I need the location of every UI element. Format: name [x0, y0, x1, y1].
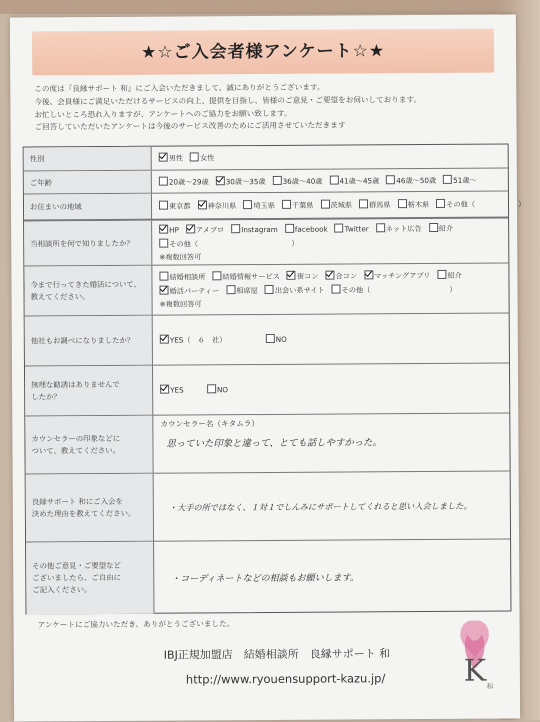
title-band	[32, 29, 494, 76]
label-text: ご年齢	[29, 177, 53, 187]
checkbox-option[interactable]	[325, 269, 357, 283]
label-activities	[24, 266, 152, 317]
option-label: 20歳～29歳	[168, 176, 209, 187]
checkbox-box[interactable]	[226, 285, 235, 294]
checkbox-box[interactable]	[386, 175, 395, 184]
label-gender	[24, 147, 152, 171]
checkbox-option[interactable]	[329, 174, 379, 188]
option-label: その他（ ）	[169, 238, 299, 249]
checkbox-box[interactable]	[325, 271, 334, 280]
checkbox-option[interactable]	[212, 270, 280, 284]
checkbox-option[interactable]	[186, 223, 224, 237]
option-label: 男性	[168, 152, 184, 163]
options-pressure	[160, 364, 505, 416]
checkbox-option[interactable]	[190, 151, 214, 165]
checkbox-box[interactable]	[212, 271, 221, 280]
checkbox-option[interactable]	[282, 199, 314, 213]
checkbox-box[interactable]	[159, 225, 168, 234]
intro-line: お忙しいところ恐れ入りますが、アンケートへのご協力をお願い致します。	[34, 108, 292, 119]
comments-answer-area	[161, 540, 506, 614]
option-label: 埼玉県	[253, 200, 275, 211]
option-label: 出会い系サイト	[274, 285, 325, 295]
row-reason	[26, 471, 510, 543]
checkbox-box[interactable]	[436, 199, 445, 208]
option-label: 30歳～35歳	[225, 176, 266, 186]
checkbox-box[interactable]	[398, 199, 407, 208]
checkbox-option[interactable]	[429, 222, 453, 236]
checkbox-option[interactable]	[159, 237, 298, 252]
checkbox-option[interactable]	[359, 198, 391, 212]
row-gender	[24, 145, 508, 171]
checkbox-option[interactable]	[265, 284, 325, 298]
checkbox-no-other-agencies[interactable]	[266, 333, 287, 347]
checkbox-box[interactable]	[159, 286, 168, 295]
reason-answer-area	[161, 472, 506, 542]
label-text: 良縁サポート 和にご入会を	[31, 496, 123, 507]
checkbox-option[interactable]	[159, 224, 179, 238]
options-other-agencies	[160, 314, 505, 366]
checkbox-option[interactable]	[376, 222, 422, 236]
label-text: 決めた理由を教えてください。	[31, 508, 136, 519]
label-text: お住まいの地域	[29, 202, 82, 212]
checkbox-option[interactable]	[436, 197, 525, 212]
checkbox-box[interactable]	[243, 200, 252, 209]
option-label: Instagram	[241, 224, 278, 235]
option-label: 41歳～45歳	[339, 175, 380, 186]
option-label: NO	[216, 385, 229, 395]
checkbox-box[interactable]	[320, 200, 329, 209]
label-text: ございましたら、ご自由に	[32, 572, 122, 583]
checkbox-option[interactable]	[364, 269, 431, 283]
checkbox-box[interactable]	[216, 176, 225, 185]
options-activities	[159, 264, 504, 316]
option-label: マッチングアプリ	[374, 270, 431, 281]
row-activities	[24, 263, 508, 317]
label-text: 教えてください。	[30, 292, 90, 302]
checkbox-box[interactable]	[207, 384, 216, 393]
checkbox-option[interactable]	[159, 175, 209, 189]
checkbox-box[interactable]	[186, 224, 195, 233]
checkbox-box[interactable]	[329, 175, 338, 184]
checkbox-no-pressure[interactable]	[207, 383, 228, 397]
option-label: 相席屋	[236, 286, 258, 296]
page-title: ★☆ご入会者様アンケート☆★	[141, 41, 386, 63]
option-label: その他（ ）	[446, 199, 526, 209]
counselor-answer[interactable]: 思っていた印象と違って、とても話しやすかった。	[166, 437, 382, 450]
logo-letter: K	[463, 653, 487, 689]
logo-kanji: 和	[486, 682, 494, 691]
option-label: その他（ ）	[341, 284, 457, 295]
checkbox-option[interactable]	[443, 173, 477, 187]
label-text: 当相談所を何で知りましたか？	[30, 238, 134, 249]
multiple-answer-note: ※複数回答可	[159, 252, 202, 262]
option-label: 街コン	[296, 271, 319, 281]
option-label: 結婚情報サービス	[222, 271, 280, 282]
survey-form	[23, 144, 526, 615]
option-label: HP	[169, 225, 179, 235]
label-comments	[26, 542, 154, 615]
options-region	[159, 192, 526, 220]
option-label: 結婚相談所	[169, 272, 206, 282]
option-label: 紹介	[438, 223, 454, 233]
label-text: その他ご意見・ご要望など	[32, 560, 121, 571]
checkbox-box[interactable]	[265, 285, 274, 294]
option-label: 51歳～	[453, 175, 477, 185]
label-text: 今まで行ってきた婚活について、	[30, 279, 142, 290]
checkbox-option[interactable]	[231, 223, 278, 237]
checkbox-box[interactable]	[159, 272, 168, 281]
agency-info: IBJ正規加盟店 結婚相談所 良縁サポート 和	[163, 647, 391, 662]
option-label: facebook	[294, 224, 328, 234]
label-text: 無理な勧誘はありませんで	[31, 379, 120, 390]
checkbox-box[interactable]	[443, 174, 452, 183]
label-text: ついて、教えてください。	[31, 445, 121, 456]
label-text: したか？	[31, 392, 61, 402]
row-comments	[26, 539, 510, 615]
counselor-answer-area	[160, 414, 505, 477]
options-source	[159, 219, 504, 267]
option-label: 栃木県	[407, 199, 430, 210]
checkbox-yes-other-agencies[interactable]	[160, 333, 227, 347]
checkbox-option[interactable]	[335, 222, 369, 236]
checkbox-option[interactable]	[159, 199, 191, 213]
option-label: 茨城県	[330, 200, 353, 210]
options-gender	[159, 145, 504, 170]
label-age	[24, 171, 152, 195]
row-source	[24, 217, 508, 268]
intro-line: ご回答していただいたアンケートは今後のサービス改善のためにご活用させていただきます	[34, 120, 346, 132]
option-label: 合コン	[335, 271, 358, 281]
survey-sheet	[10, 14, 526, 721]
checkbox-option[interactable]	[287, 270, 319, 284]
checkbox-box[interactable]	[429, 223, 438, 232]
checkbox-box[interactable]	[266, 334, 275, 343]
checkbox-box[interactable]	[159, 201, 168, 210]
intro-line: この度は『良縁サポート 和』にご入会いただきまして、誠にありがとうございます。	[34, 82, 325, 94]
checkbox-box[interactable]	[359, 199, 368, 208]
label-reason	[26, 474, 154, 543]
comments-answer[interactable]: ・コーディネートなどの相談もお願いします。	[171, 572, 359, 585]
checkbox-box[interactable]	[198, 200, 207, 209]
option-label: YES	[170, 385, 184, 395]
option-label: 千葉県	[291, 200, 314, 210]
option-label: 群馬県	[369, 200, 391, 210]
checkbox-box[interactable]	[332, 285, 341, 294]
option-label: YES（ ６ 社）	[169, 335, 227, 345]
checkbox-option[interactable]	[332, 283, 457, 298]
checkbox-group-region	[159, 198, 526, 214]
option-label: Twitter	[344, 224, 369, 234]
checkbox-box[interactable]	[273, 175, 282, 184]
option-label: 神奈川県	[207, 201, 237, 211]
kazu-logo	[448, 615, 502, 691]
intro-text	[34, 81, 504, 135]
label-text: ご記入ください。	[32, 585, 92, 595]
label-source	[24, 221, 152, 268]
checkbox-option[interactable]	[198, 199, 237, 213]
thanks-message: アンケートにご協力いただき、ありがとうございました。	[37, 619, 235, 630]
counselor-name-line: カウンセラー名（キタムラ）	[160, 419, 260, 429]
label-text: 他社もお調べになりましたか？	[30, 335, 135, 346]
label-text: カウンセラーの印象などに	[31, 433, 121, 444]
row-counselor	[25, 413, 509, 475]
checkbox-box[interactable]	[160, 385, 169, 394]
checkbox-box[interactable]	[190, 152, 199, 161]
checkbox-option[interactable]	[437, 269, 461, 283]
option-label: 東京都	[168, 201, 191, 211]
label-pressure	[25, 366, 153, 417]
checkbox-option[interactable]	[226, 284, 258, 298]
checkbox-box[interactable]	[231, 224, 240, 233]
checkbox-box[interactable]	[287, 271, 296, 280]
checkbox-box[interactable]	[285, 224, 294, 233]
checkbox-option[interactable]	[285, 223, 328, 237]
checkbox-option[interactable]	[159, 270, 205, 284]
checkbox-box[interactable]	[159, 176, 168, 185]
checkbox-option[interactable]	[386, 173, 436, 187]
checkbox-box[interactable]	[160, 335, 169, 344]
checkbox-box[interactable]	[159, 239, 168, 248]
checkbox-box[interactable]	[376, 223, 385, 232]
intro-line: 今後、会員様にご満足いただけるサービスの向上、提供を目指し、皆様のご意見・ご要望をお伺いしております。	[34, 94, 422, 107]
option-label: NO	[275, 334, 287, 344]
website-url[interactable]: http://www.ryouensupport-kazu.jp/	[185, 671, 386, 687]
option-label: 紹介	[447, 270, 462, 280]
checkbox-box[interactable]	[437, 270, 446, 279]
option-label: 46歳～50歳	[396, 175, 437, 185]
label-counselor	[25, 416, 153, 475]
row-pressure	[25, 363, 509, 417]
checkbox-option[interactable]	[243, 199, 275, 213]
checkbox-box[interactable]	[282, 200, 291, 209]
checkbox-option[interactable]	[159, 151, 183, 165]
label-text: 性別	[29, 153, 45, 163]
checkbox-option[interactable]	[320, 198, 352, 212]
option-label: 婚活パーティー	[169, 286, 220, 296]
checkbox-group-gender	[159, 149, 504, 165]
option-label: 女性	[200, 152, 215, 162]
option-label: 36歳～40歳	[282, 176, 323, 186]
checkbox-box[interactable]	[335, 224, 344, 233]
option-label: ネット広告	[385, 224, 422, 234]
checkbox-option[interactable]	[159, 284, 219, 298]
checkbox-option[interactable]	[273, 174, 323, 188]
checkbox-box[interactable]	[159, 152, 168, 161]
label-other-agencies	[25, 316, 153, 367]
checkbox-option[interactable]	[216, 174, 266, 188]
checkbox-group-age	[159, 173, 504, 189]
label-region	[24, 194, 152, 221]
checkbox-box[interactable]	[364, 270, 373, 279]
reason-answer[interactable]: ・大手の所ではなく、１対１でしんみにサポートしてくれると思い入会しました。	[168, 500, 472, 513]
logo-graphic	[448, 615, 502, 691]
checkbox-option[interactable]	[398, 198, 430, 212]
checkbox-yes-pressure[interactable]	[160, 383, 184, 397]
row-other-agencies	[25, 313, 509, 367]
option-label: アメブロ	[195, 225, 225, 235]
table-surface-top	[0, 0, 540, 14]
multiple-answer-note: ※複数回答可	[159, 299, 202, 309]
